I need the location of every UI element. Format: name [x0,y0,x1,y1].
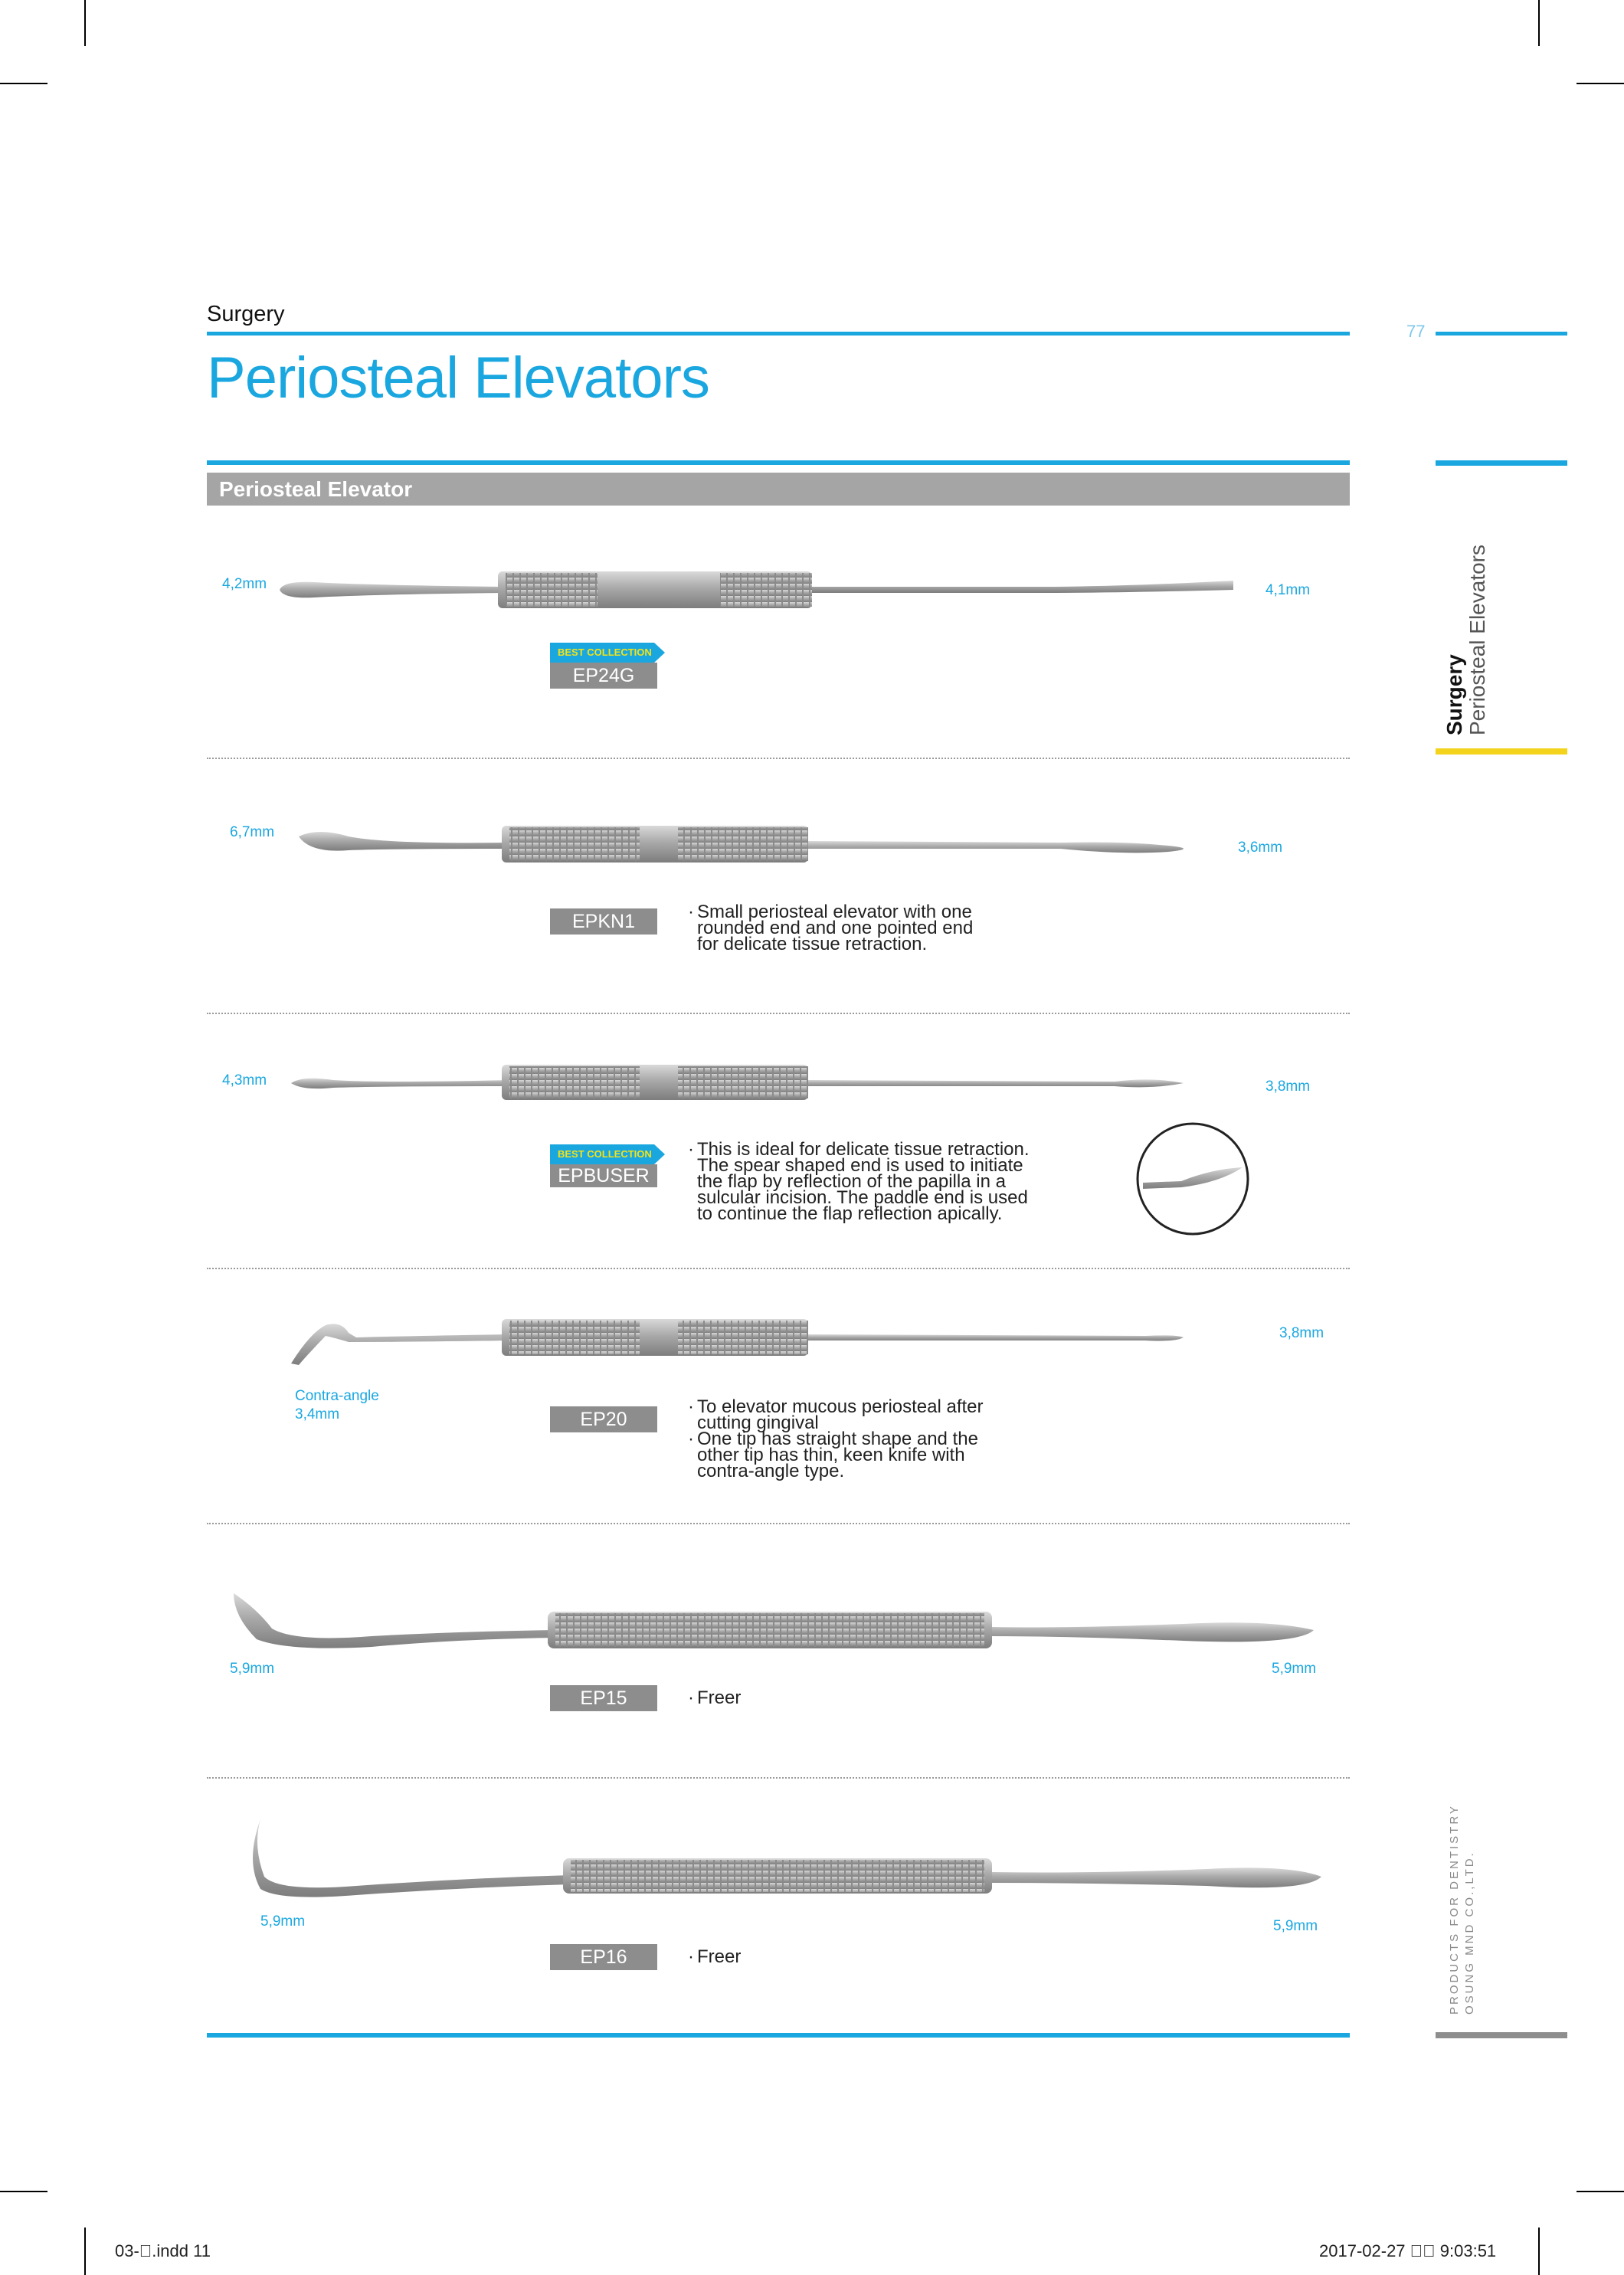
brand-line-2: OSUNG MND CO.,LTD. [1463,1851,1476,2015]
dimension-left: 6,7mm [230,824,275,840]
page-bottom-rule [207,2033,1350,2038]
row-separator [207,758,1350,759]
dimension-left: 5,9mm [260,1913,306,1930]
instrument-image [287,1049,1260,1111]
section-top-rule [207,460,1350,465]
dimension-left: 4,2mm [222,576,267,592]
row-separator [207,1523,1350,1524]
crop-mark [0,83,47,84]
side-footer-rule [1436,2032,1567,2038]
description-text: Freer [697,1687,742,1708]
bullet-icon: · [688,1396,694,1417]
description-text: One tip has straight shape and the other tip has thin, keen knife with contra-angle type. [697,1429,978,1481]
best-collection-badge: BEST COLLECTION [550,1144,654,1164]
product-description [688,1396,1086,1481]
instrument-image [249,1815,1329,1915]
section-label: Surgery [207,302,285,326]
product-code: EP24G [550,663,657,689]
product-description [688,1687,918,1708]
crop-mark [1577,83,1624,84]
bullet-icon: · [688,1139,694,1160]
product-code: EPKN1 [550,908,657,935]
description-text: Freer [697,1946,742,1967]
crop-mark [1538,2228,1540,2275]
product-code: EP16 [550,1944,657,1970]
instrument-image [287,1302,1268,1379]
page-number-rule [1436,332,1567,336]
instrument-image [276,559,1256,620]
side-tab-yellow-rule [1436,748,1567,755]
crop-mark [84,2228,86,2275]
dimension-right: 3,8mm [1279,1325,1324,1341]
page-title: Periosteal Elevators [207,345,709,411]
best-collection-badge: BEST COLLECTION [550,643,654,663]
page-number: 77 [1406,322,1426,341]
dimension-left: 4,3mm [222,1072,267,1088]
dimension-right: 5,9mm [1272,1661,1317,1677]
product-code: EP20 [550,1406,657,1432]
description-text: To elevator mucous periosteal after cutting gingival [697,1396,984,1433]
product-description [688,904,1086,952]
bullet-icon: · [688,1687,694,1708]
category-band-label: Periosteal Elevator [219,477,413,501]
crop-mark [1577,2191,1624,2192]
bullet-icon: · [688,1946,694,1967]
dimension-right: 3,8mm [1265,1079,1311,1095]
description-text: This is ideal for delicate tissue retraction. The spear shaped end is used to initiate the flap by reflection of the papilla in a sulcular incision. The paddle end is used to continue the flap reflection apically. [697,1139,1030,1224]
product-code: EP15 [550,1685,657,1711]
instrument-image [295,812,1245,873]
product-code: EPBUSER [550,1164,657,1187]
crop-mark [1538,0,1540,46]
description-text: Small periosteal elevator with one rounded end and one pointed end for delicate tissue retraction. [697,902,974,954]
dimension-left-label: Contra-angle [295,1388,379,1404]
product-description [688,1141,1117,1222]
side-tab-subcategory: Periosteal Elevators [1465,544,1489,735]
dimension-left: 5,9mm [230,1661,275,1677]
row-separator [207,1777,1350,1779]
tip-detail-image [1135,1121,1250,1236]
row-separator [207,1268,1350,1269]
bullet-icon: · [688,1429,694,1449]
side-tab-category: Surgery [1442,654,1466,735]
category-band [207,473,1350,506]
dimension-right: 5,9mm [1273,1918,1318,1934]
instrument-image [226,1586,1329,1670]
footer-filename: 03- .indd 11 [115,2241,211,2260]
product-description [688,1946,918,1967]
crop-mark [0,2191,47,2192]
crop-mark [84,0,86,46]
dimension-left: 3,4mm [295,1406,340,1422]
brand-line-1: PRODUCTS FOR DENTISTRY [1448,1804,1461,2015]
row-separator [207,1013,1350,1014]
title-rule [207,332,1350,336]
footer-timestamp: 2017-02-27    9:03:51 [1319,2241,1497,2260]
side-tab-top-rule [1436,460,1567,466]
bullet-icon: · [688,902,694,922]
dimension-right: 3,6mm [1238,840,1283,856]
dimension-right: 4,1mm [1265,582,1311,598]
